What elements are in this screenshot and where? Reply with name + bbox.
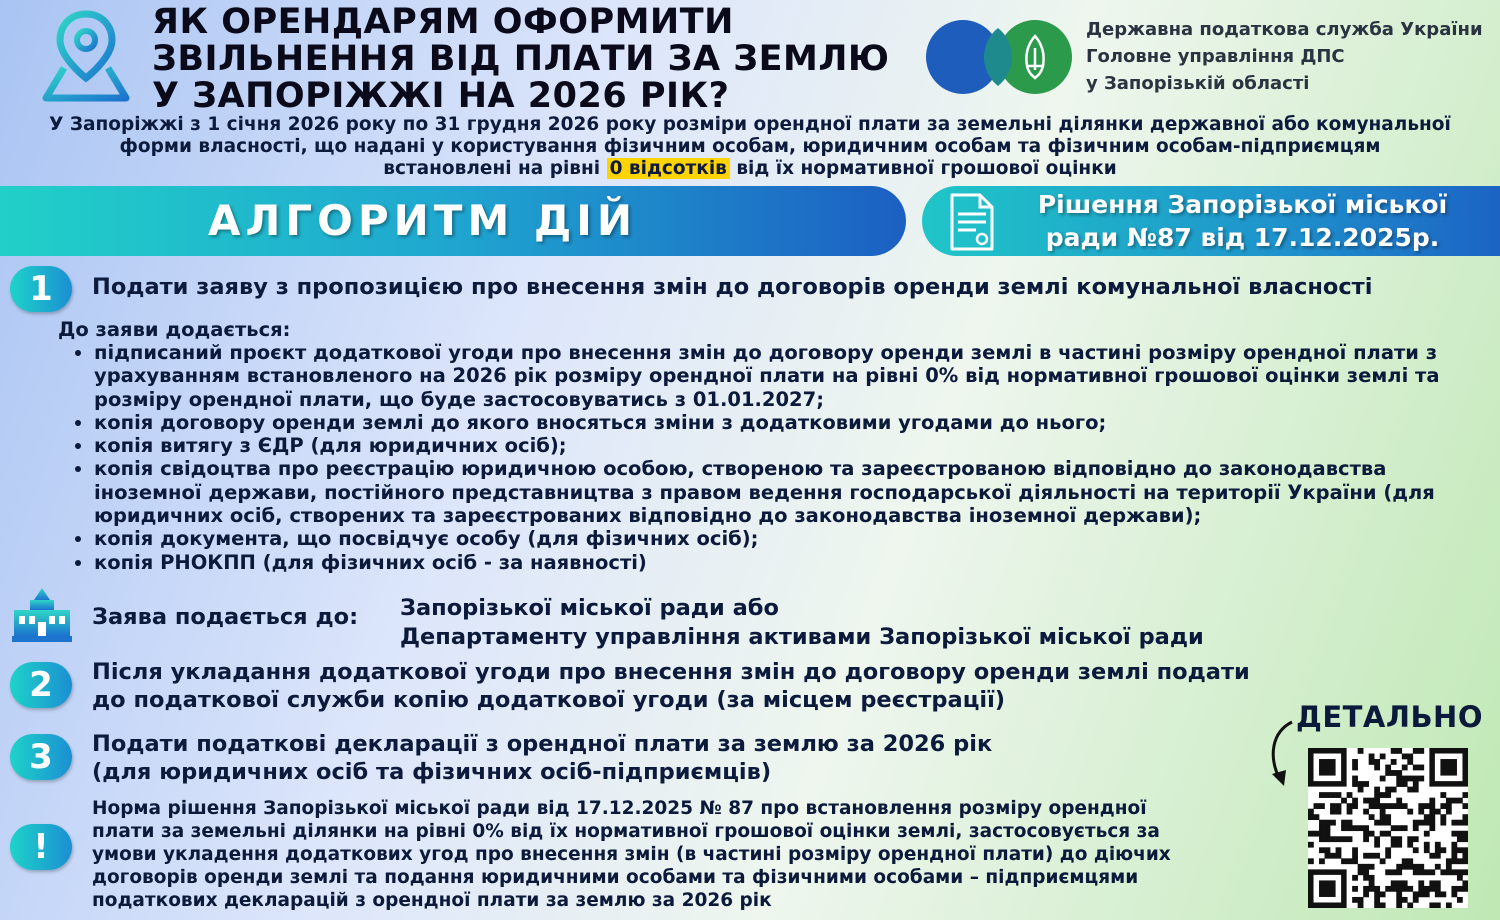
intro-line-3-after: від їх нормативної грошової оцінки bbox=[729, 158, 1117, 179]
note-exclamation-badge: ! bbox=[10, 824, 72, 870]
title-line-3: У ЗАПОРІЖЖІ НА 2026 РІК? bbox=[152, 76, 730, 116]
qr-code-icon bbox=[1308, 748, 1468, 908]
step-3-number: 3 bbox=[10, 734, 72, 780]
location-pin-icon bbox=[40, 8, 132, 104]
title-line-2: ЗВІЛЬНЕННЯ ВІД ПЛАТИ ЗА ЗЕМЛЮ bbox=[152, 39, 890, 79]
decision-line-2: ради №87 від 17.12.2025р. bbox=[1045, 223, 1440, 252]
note-text bbox=[92, 797, 1282, 912]
list-item: • підписаний проєкт додаткової угоди про внесення змін до договору оренди землі в частині розміру орендної плати з урахуванням встановленого на 2026 рік розміру орендної плати на рівні 0% від нормативної грошової оцінки землі та розміру орендної плати, що буде застосовуватись з 01.01.2027; bbox=[94, 341, 1494, 411]
tax-service-logo-icon bbox=[924, 18, 1074, 96]
step-2-number: 2 bbox=[10, 662, 72, 708]
step-2-line-1: Після укладання додаткової угоди про внесення змін до договору оренди землі подати bbox=[92, 659, 1250, 685]
note-line-4: договорів оренди землі та подання юридичними особами та фізичними особами – підприємцями bbox=[92, 867, 1139, 888]
submission-target-2: Департаменту управління активами Запорізької міської ради bbox=[400, 624, 1204, 650]
document-icon bbox=[946, 192, 996, 252]
step-1-number: 1 bbox=[10, 266, 72, 312]
decision-line-1: Рішення Запорізької міської bbox=[1037, 190, 1448, 219]
intro-line-1: У Запоріжжі з 1 січня 2026 року по 31 грудня 2026 року розміри орендної плати за земельні ділянки державної або комунальної bbox=[49, 114, 1451, 135]
step-1-text: Подати заяву з пропозицією про внесення змін до договорів оренди землі комунальної власності bbox=[92, 274, 1373, 300]
organization-name bbox=[1086, 16, 1483, 97]
list-item: • копія витягу з ЄДР (для юридичних осіб); bbox=[94, 434, 1494, 457]
page-title bbox=[152, 4, 890, 115]
step-3-line-2: (для юридичних осіб та фізичних осіб-підприємців) bbox=[92, 759, 772, 785]
submission-targets bbox=[400, 594, 1204, 652]
org-line-3: у Запорізькій області bbox=[1086, 73, 1310, 94]
step-3-line-1: Подати податкові декларації з орендної плати за землю за 2026 рік bbox=[92, 731, 993, 757]
note-line-5: податкових декларацій з орендної плати за землю за 2026 рік bbox=[92, 890, 772, 911]
intro-line-2: форми власності, що надані у користування фізичним особам, юридичним особам та фізичним особам-підприємцям bbox=[119, 136, 1381, 157]
attachments-list bbox=[64, 341, 1494, 574]
title-line-1: ЯК ОРЕНДАРЯМ ОФОРМИТИ bbox=[152, 2, 734, 42]
step-3-text bbox=[92, 730, 992, 786]
note-line-2: плати за земельні ділянки на рівні 0% від їх нормативної грошової оцінки землі, застосовується за bbox=[92, 821, 1160, 842]
submission-label: Заява подається до: bbox=[92, 604, 359, 630]
list-item: • копія договору оренди землі до якого вносяться зміни з додатковими угодами до нього; bbox=[94, 411, 1494, 434]
step-2-line-2: до податкової служби копію додаткової угоди (за місцем реєстрації) bbox=[92, 687, 1006, 713]
detail-label: ДЕТАЛЬНО bbox=[1296, 700, 1483, 734]
note-line-1: Норма рішення Запорізької міської ради від 17.12.2025 № 87 про встановлення розміру орендної bbox=[92, 798, 1147, 819]
algorithm-banner-title: АЛГОРИТМ ДІЙ bbox=[208, 196, 638, 245]
org-line-2: Головне управління ДПС bbox=[1086, 46, 1345, 67]
note-line-3: умови укладення додаткових угод про внесення змін (в частині розміру орендної плати) до діючих bbox=[92, 844, 1171, 865]
building-icon bbox=[10, 586, 74, 644]
curved-arrow-icon bbox=[1262, 718, 1302, 790]
intro-text bbox=[0, 114, 1500, 180]
qr-code[interactable] bbox=[1308, 748, 1468, 908]
intro-line-3-before: встановлені на рівні bbox=[383, 158, 607, 179]
list-item: • копія РНОКПП (для фізичних осіб - за наявності) bbox=[94, 551, 1494, 574]
list-item: • копія свідоцтва про реєстрацію юридичною особою, створеною та зареєстрованою відповідно до законодавства іноземної держави, постійного представництва з правом ведення господарської діяльності на території України (для юридичних осіб, створених та зареєстрованих відповідно до законодавства іноземної держави); bbox=[94, 457, 1494, 527]
org-line-1: Державна податкова служба України bbox=[1086, 19, 1483, 40]
step-2-text bbox=[92, 658, 1250, 714]
list-item: • копія документа, що посвідчує особу (для фізичних осіб); bbox=[94, 527, 1494, 550]
decision-banner-title bbox=[995, 188, 1490, 254]
submission-target-1: Запорізької міської ради або bbox=[400, 595, 779, 621]
attachments-heading: До заяви додається: bbox=[58, 318, 291, 341]
intro-line-3 bbox=[0, 158, 1500, 180]
zero-percent-highlight: 0 відсотків bbox=[607, 158, 730, 179]
